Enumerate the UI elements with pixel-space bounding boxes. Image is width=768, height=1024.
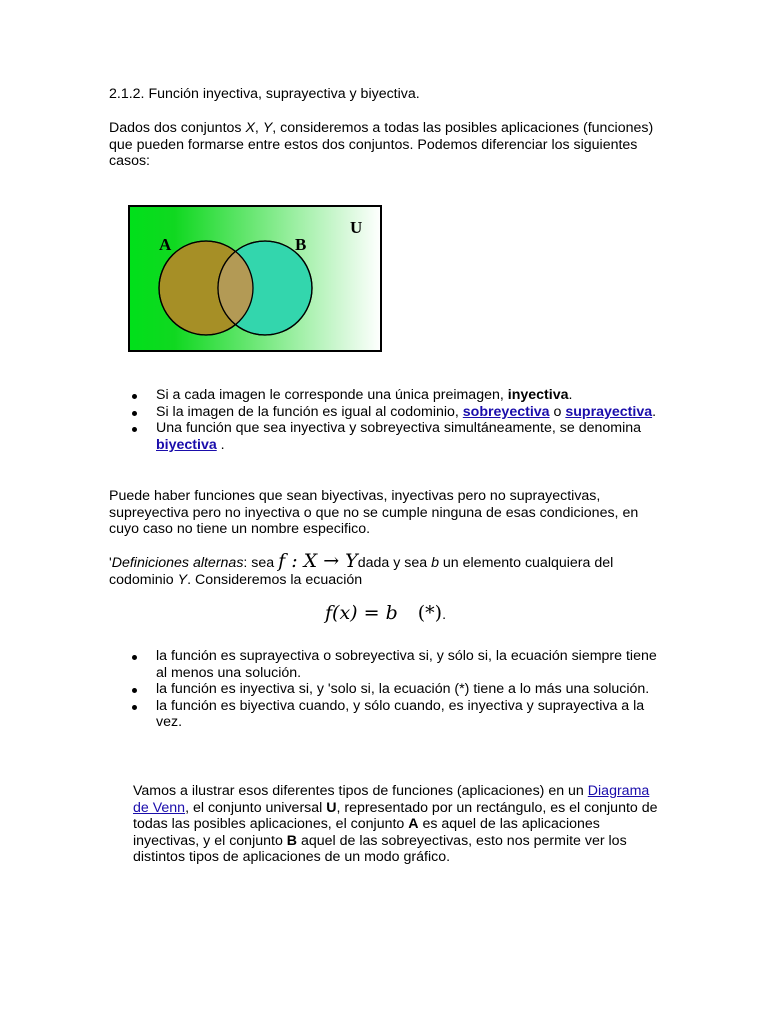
equation-label: (*) (417, 602, 443, 624)
list-item-bijective: Una función que sea inyectiva y sobreyectiva simultáneamente, se denomina biyectiva . (109, 420, 669, 453)
list-item-injective: Si a cada imagen le corresponde una única preimagen, inyectiva. (109, 387, 669, 404)
alternate-definitions-list (109, 648, 669, 731)
equation-left: f(x) = b (325, 602, 398, 624)
venn-diagram (128, 205, 382, 352)
definitions-list (109, 387, 669, 453)
intro-paragraph: Dados dos conjuntos X, Y, consideremos a todas las posibles aplicaciones (funciones) que pueden formarse entre estos dos conjuntos. Podemos diferenciar los siguientes casos: (109, 120, 654, 170)
alternate-definitions: 'Definiciones alternas: sea f : X → Ydada y sea b un elemento cualquiera del codominio Y. Consideremos la ecuación (109, 550, 614, 588)
paragraph-cases: Puede haber funciones que sean biyectivas, inyectivas pero no suprayectivas, supreyectiva pero no inyectiva o que no se cumple ninguna de esas condiciones, en cuyo caso no tiene un nombre especifico. (109, 488, 639, 538)
link-venn-diagram[interactable]: Diagrama de Venn (133, 783, 650, 816)
section-heading: 2.1.2. Función inyectiva, suprayectiva y biyectiva. (109, 86, 420, 102)
link-suprayectiva[interactable]: suprayectiva (565, 403, 653, 420)
link-biyectiva[interactable]: biyectiva (156, 436, 217, 453)
venn-label-b: B (295, 235, 307, 254)
formula-function: f : X → Y (278, 550, 358, 572)
list-item-surjective: Si la imagen de la función es igual al codominio, sobreyectiva o suprayectiva. (109, 404, 669, 421)
venn-label-a: A (159, 235, 172, 254)
link-sobreyectiva[interactable]: sobreyectiva (462, 403, 550, 420)
list-item: la función es inyectiva si, y 'solo si, la ecuación (*) tiene a lo más una solución. (109, 681, 669, 698)
list-item: la función es biyectiva cuando, y sólo cuando, es inyectiva y suprayectiva a la vez. (109, 698, 669, 731)
list-item: la función es suprayectiva o sobreyectiva si, y sólo si, la ecuación siempre tiene al menos una solución. (109, 648, 669, 681)
equation: f(x) = b (*). (325, 602, 447, 624)
closing-paragraph: Vamos a ilustrar esos diferentes tipos de funciones (aplicaciones) en un Diagrama de Venn, el conjunto universal U, representado por un rectángulo, es el conjunto de todas las posibles aplicaciones, el conjunto A es aquel de las aplicaciones inyectivas, y el conjunto B aquel de las sobreyectivas, esto nos permite ver los distintos tipos de aplicaciones de un modo gráfico. (133, 783, 658, 866)
venn-label-u: U (350, 218, 363, 237)
